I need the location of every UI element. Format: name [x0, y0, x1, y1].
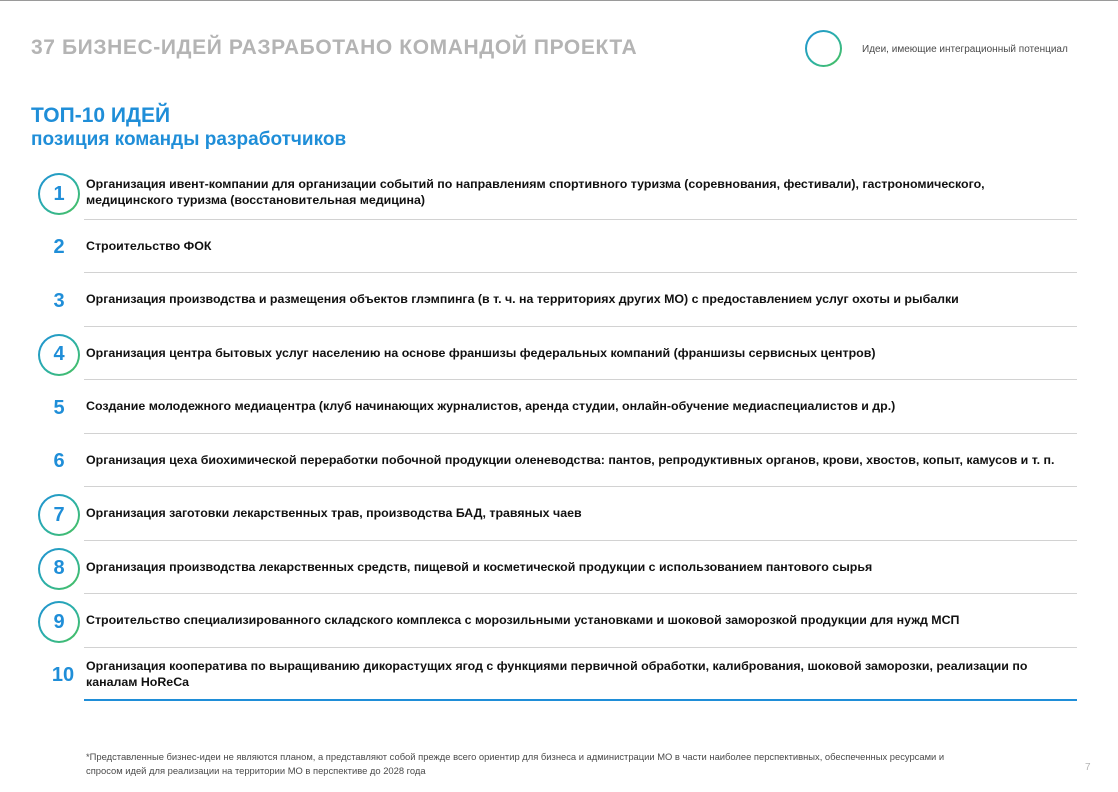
idea-text: [86, 487, 1070, 540]
idea-number: 8: [53, 557, 65, 579]
idea-number: 6: [53, 450, 65, 472]
idea-number-badge: [44, 655, 82, 697]
idea-number: 5: [53, 396, 65, 419]
idea-number-badge: [38, 548, 80, 590]
circle-outline-icon: [805, 30, 842, 67]
idea-row: [0, 380, 1118, 434]
idea-number: 1: [53, 182, 65, 205]
idea-row: [0, 273, 1118, 327]
idea-number: 10: [51, 664, 75, 686]
idea-number-badge: [38, 494, 80, 536]
idea-number-badge: [38, 227, 80, 269]
idea-description: Организация производства лекарственных средств, пищевой и косметической продукции с использованием пантового сырья: [86, 559, 873, 574]
idea-number-badge: [38, 334, 80, 376]
idea-text: [86, 434, 1070, 487]
idea-description: Организация цеха биохимической переработки побочной продукции оленеводства: пантов, репродуктивных органов, крови, хвостов, копыт, камусов и т. п.: [86, 452, 1055, 467]
legend-label: Идеи, имеющие интеграционный потенциал: [862, 44, 1068, 55]
idea-description: Организация кооператива по выращиванию дикорастущих ягод с функциями первичной обработки, калибрования, шоковой заморозки, реализации по каналам HoReCa: [86, 658, 1028, 689]
idea-row: [0, 648, 1118, 702]
idea-text: [86, 166, 1070, 219]
idea-number-badge: [38, 441, 80, 483]
idea-text: [86, 380, 1070, 433]
idea-number-badge: [38, 173, 80, 215]
section-subheading: позиция команды разработчиков: [31, 129, 347, 150]
idea-row: [0, 487, 1118, 541]
idea-number: 2: [53, 236, 65, 258]
idea-description: Организация ивент-компании для организации событий по направлениям спортивного туризма (соревнования, фестивали), гастрономического, медицинского туризма (восстановительная медицина): [86, 177, 985, 208]
list-bottom-rule: [84, 699, 1077, 701]
idea-text: [86, 594, 1070, 647]
page-title: 37 БИЗНЕС-ИДЕЙ РАЗРАБОТАНО КОМАНДОЙ ПРОЕКТА: [31, 36, 638, 59]
footnote: *Представленные бизнес-идеи не являются планом, а представляют собой прежде всего ориентир для бизнеса и администрации МО в части наиболее перспективных, обеспеченных ресурсами и спросом идей для реализации на территории МО в перспективе до 2028 года: [86, 751, 945, 776]
idea-row: [0, 541, 1118, 595]
idea-number-badge: [38, 601, 80, 643]
idea-description: Организация производства и размещения объектов глэмпинга (в т. ч. на территориях других МО) с предоставлением услуг охоты и рыбалки: [86, 292, 959, 307]
idea-text: [86, 648, 1070, 701]
idea-description: Строительство ФОК: [86, 238, 212, 253]
top-divider: [0, 0, 1118, 1]
idea-description: Создание молодежного медиацентра (клуб начинающих журналистов, аренда студии, онлайн-обучение медиаспециалистов и др.): [86, 399, 896, 414]
idea-description: Организация заготовки лекарственных трав, производства БАД, травяных чаев: [86, 506, 582, 521]
idea-number: 7: [53, 503, 65, 526]
idea-description: Организация центра бытовых услуг населению на основе франшизы федеральных компаний (франшизы сервисных центров): [86, 345, 876, 360]
idea-number-badge: [38, 387, 80, 429]
idea-row: [0, 220, 1118, 274]
idea-number: 3: [53, 289, 65, 312]
idea-description: Строительство специализированного складского комплекса с морозильными установками и шоковой заморозкой продукции для нужд МСП: [86, 613, 960, 628]
idea-text: [86, 220, 1070, 273]
section-heading: ТОП-10 ИДЕЙ: [31, 104, 171, 127]
ideas-list: [0, 166, 1118, 701]
idea-row: [0, 166, 1118, 220]
idea-number: 4: [53, 343, 65, 365]
idea-text: [86, 541, 1070, 594]
idea-number: 9: [53, 610, 65, 633]
idea-row: [0, 327, 1118, 381]
idea-text: [86, 273, 1070, 326]
idea-text: [86, 327, 1070, 380]
idea-row: [0, 434, 1118, 488]
idea-number-badge: [38, 280, 80, 322]
page-number: 7: [1085, 762, 1091, 773]
idea-row: [0, 594, 1118, 648]
